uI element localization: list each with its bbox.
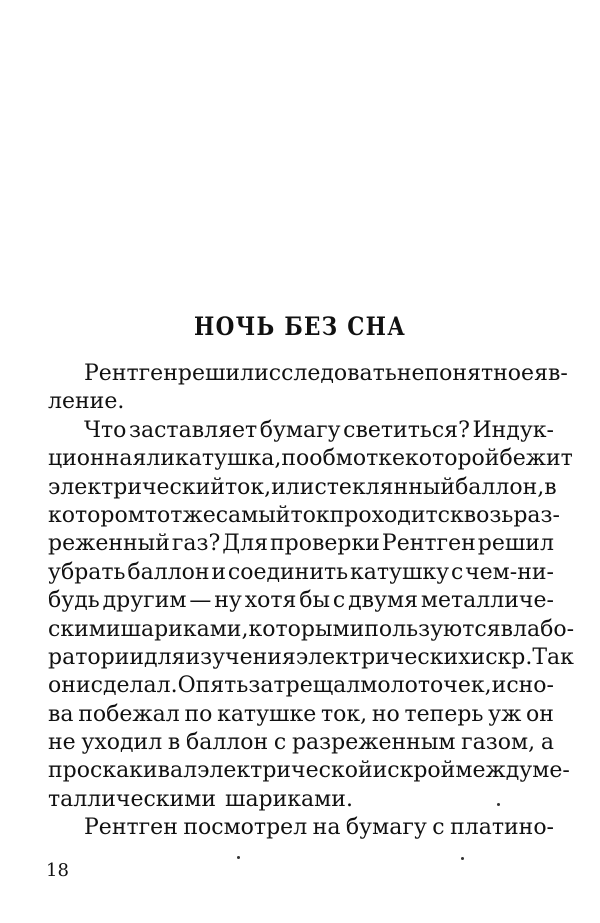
word: с: [450, 559, 464, 585]
word: но: [371, 701, 400, 727]
word: таллическими: [48, 786, 216, 812]
word: посмотрел: [183, 815, 308, 841]
body-text: [48, 360, 574, 843]
word: газ?: [171, 531, 221, 557]
word: с: [432, 815, 445, 841]
word: с: [273, 730, 287, 756]
word: чем-ни-: [465, 559, 554, 585]
word: ва: [48, 701, 74, 727]
word: решил: [177, 361, 255, 386]
word: катушка,: [175, 446, 282, 472]
word: проскакивал: [48, 758, 198, 784]
text-line: [48, 814, 554, 842]
word: убрать: [48, 559, 126, 585]
word: платино-: [450, 815, 554, 841]
word: по: [281, 446, 310, 472]
word: искрой: [372, 758, 456, 784]
text-line: [48, 587, 554, 615]
word: Так: [532, 644, 574, 670]
word: газом,: [461, 730, 536, 756]
word: и: [491, 673, 507, 699]
word: ме-: [532, 758, 570, 784]
word: ток,: [224, 474, 272, 500]
word: ли: [146, 446, 176, 472]
page-number: 18: [46, 860, 69, 881]
text-line: [48, 616, 574, 644]
word: Рентген: [84, 361, 178, 386]
word: Опять: [177, 673, 249, 699]
word: катушке: [217, 701, 317, 727]
word: яв-: [534, 361, 568, 386]
word: ционная: [48, 446, 147, 472]
word: в: [544, 474, 557, 500]
word: —: [189, 588, 212, 614]
word: а: [540, 730, 554, 756]
text-line: [48, 360, 568, 388]
print-speck: [461, 857, 464, 860]
word: другим: [102, 588, 187, 614]
text-line: [48, 644, 574, 672]
word: ратории: [48, 644, 145, 670]
text-line: [48, 729, 554, 757]
text-line: [48, 388, 554, 416]
word: исследовать: [254, 361, 397, 386]
word: будь: [48, 588, 100, 614]
text-line: [48, 445, 573, 473]
word: баллон: [185, 730, 269, 756]
word: шариками.: [224, 786, 353, 812]
word: стеклянный: [314, 474, 456, 500]
word: соединить: [227, 559, 349, 585]
word: он: [48, 673, 76, 699]
word: бежит: [499, 446, 573, 472]
print-speck: [497, 803, 500, 806]
word: проходит: [329, 502, 438, 528]
word: бы: [299, 588, 331, 614]
text-line: [48, 701, 554, 729]
word: изучения: [185, 644, 296, 670]
word: Что: [84, 417, 127, 443]
word: проверки: [270, 531, 380, 557]
word: бумагу: [259, 417, 341, 443]
word: которой: [405, 446, 500, 472]
word: ток: [290, 502, 330, 528]
word: уж: [488, 701, 522, 727]
word: самый: [215, 502, 291, 528]
text-line: [48, 530, 554, 558]
text-line: [48, 417, 554, 445]
word: сделал.: [90, 673, 178, 699]
text-line: [48, 502, 560, 530]
word: ну: [214, 588, 242, 614]
word: которыми: [248, 616, 365, 642]
word: скими: [48, 616, 121, 642]
word: катушку: [349, 559, 450, 585]
word: побежал: [78, 701, 180, 727]
word: на: [312, 815, 341, 841]
word: ление.: [48, 389, 125, 415]
word: молоточек,: [360, 673, 492, 699]
word: металличе-: [420, 588, 554, 614]
text-line: [48, 559, 554, 587]
word: сквозь: [437, 502, 514, 528]
word: лабо-: [512, 616, 574, 642]
word: шариками,: [120, 616, 249, 642]
word: решил: [477, 531, 554, 557]
word: Рентген: [381, 531, 476, 557]
word: бумагу: [345, 815, 427, 841]
word: котором: [48, 502, 145, 528]
text-line: [48, 474, 557, 502]
chapter-title: НОЧЬ БЕЗ СНА: [193, 312, 407, 341]
word: Рентген: [84, 815, 178, 841]
word: разреженным: [291, 730, 456, 756]
print-speck: [237, 856, 240, 859]
word: же: [182, 502, 216, 528]
word: он: [526, 701, 554, 727]
word: ток,: [320, 701, 368, 727]
word: электрической: [197, 758, 373, 784]
word: для: [144, 644, 186, 670]
word: электрический: [48, 474, 225, 500]
word: искр.: [470, 644, 533, 670]
word: тот: [144, 502, 183, 528]
word: между: [455, 758, 533, 784]
word: светиться?: [343, 417, 470, 443]
word: сно-: [506, 673, 554, 699]
word: обмотке: [309, 446, 406, 472]
word: по: [184, 701, 213, 727]
word: и: [211, 559, 227, 585]
word: уходил: [81, 730, 163, 756]
word: не: [48, 730, 76, 756]
word: хотя: [244, 588, 297, 614]
word: теперь: [404, 701, 484, 727]
word: с: [332, 588, 346, 614]
word: реженный: [48, 531, 170, 557]
word: непонятное: [396, 361, 535, 386]
word: и: [75, 673, 91, 699]
word: баллон: [127, 559, 210, 585]
word: Для: [222, 531, 269, 557]
word: пользуются: [364, 616, 501, 642]
word: раз-: [513, 502, 560, 528]
word: электрических: [295, 644, 471, 670]
word: Индук-: [472, 417, 554, 443]
word: в: [500, 616, 513, 642]
text-line: [48, 786, 554, 814]
word: двумя: [348, 588, 418, 614]
word: затрещал: [248, 673, 361, 699]
word: баллон,: [455, 474, 545, 500]
word: в: [167, 730, 181, 756]
word: или: [271, 474, 315, 500]
text-line: [48, 672, 554, 700]
word: заставляет: [128, 417, 258, 443]
text-line: [48, 757, 570, 785]
